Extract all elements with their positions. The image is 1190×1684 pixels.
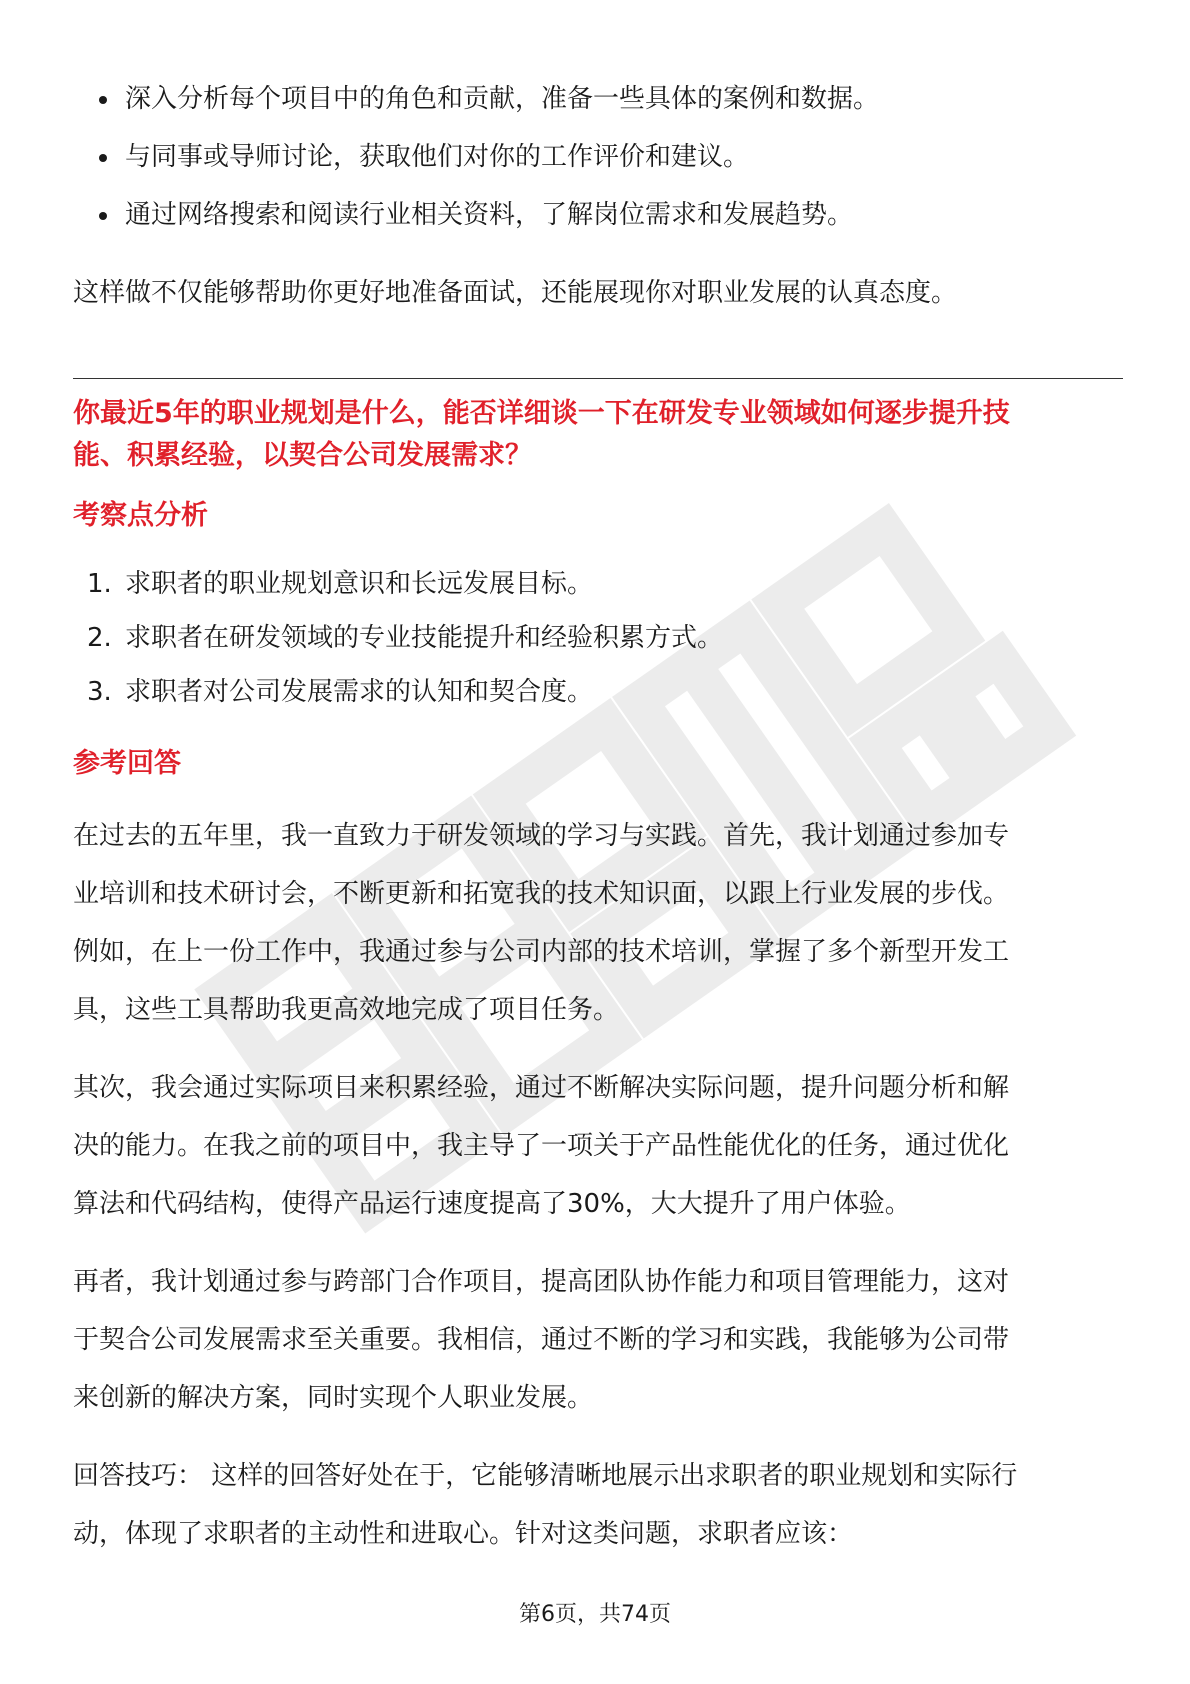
answer-line: 于契合公司发展需求至关重要。我相信，通过不断的学习和实践，我能够为公司带 (73, 1325, 1010, 1355)
closing-paragraph: 这样做不仅能够帮助你更好地准备面试，还能展现你对职业发展的认真态度。 (73, 278, 958, 308)
answer-paragraph (73, 1253, 1123, 1427)
list-item (73, 665, 1123, 719)
answer-line: 回答技巧： 这样的回答好处在于，它能够清晰地展示出求职者的职业规划和实际行 (73, 1461, 1018, 1491)
tips-bullet-list (73, 70, 1123, 244)
answer-line: 算法和代码结构，使得产品运行速度提高了30%，大大提升了用户体验。 (73, 1189, 911, 1219)
answer-paragraph (73, 807, 1123, 1039)
bullet-dot-icon (99, 96, 107, 104)
list-item (73, 70, 1123, 128)
list-item (73, 611, 1123, 665)
reference-heading: 参考回答 (73, 748, 181, 779)
answer-paragraph (73, 1059, 1123, 1233)
analysis-list (73, 557, 1123, 719)
answer-line: 来创新的解决方案，同时实现个人职业发展。 (73, 1383, 594, 1413)
question-line: 你最近5年的职业规划是什么，能否详细谈一下在研发专业领域如何逐步提升技 (73, 398, 1010, 429)
answer-line: 具，这些工具帮助我更高效地完成了项目任务。 (73, 995, 620, 1025)
page-content (73, 70, 1123, 1563)
list-number: 2. (87, 623, 112, 653)
bullet-dot-icon (99, 154, 107, 162)
list-item (73, 128, 1123, 186)
question-title (73, 393, 1123, 477)
list-item-text: 求职者的职业规划意识和长远发展目标。 (125, 569, 594, 599)
list-number: 3. (87, 677, 112, 707)
list-item-text: 与同事或导师讨论，获取他们对你的工作评价和建议。 (125, 142, 750, 172)
question-line: 能、积累经验，以契合公司发展需求？ (73, 440, 532, 471)
answer-line: 业培训和技术研讨会，不断更新和拓宽我的技术知识面，以跟上行业发展的步伐。 (73, 879, 1010, 909)
answer-line: 其次，我会通过实际项目来积累经验，通过不断解决实际问题，提升问题分析和解 (73, 1073, 1010, 1103)
answer-line: 再者，我计划通过参与跨部门合作项目，提高团队协作能力和项目管理能力，这对 (73, 1267, 1010, 1297)
answer-line: 决的能力。在我之前的项目中，我主导了一项关于产品性能优化的任务，通过优化 (73, 1131, 1010, 1161)
list-item-text: 深入分析每个项目中的角色和贡献，准备一些具体的案例和数据。 (125, 84, 880, 114)
answer-line: 例如，在上一份工作中，我通过参与公司内部的技术培训，掌握了多个新型开发工 (73, 937, 1010, 967)
list-item-text: 通过网络搜索和阅读行业相关资料，了解岗位需求和发展趋势。 (125, 200, 854, 230)
list-item-text: 求职者对公司发展需求的认知和契合度。 (125, 677, 594, 707)
page-number-footer: 第6页，共74页 (519, 1602, 671, 1627)
list-item-text: 求职者在研发领域的专业技能提升和经验积累方式。 (125, 623, 724, 653)
section-divider (73, 378, 1123, 379)
answer-line: 在过去的五年里，我一直致力于研发领域的学习与实践。首先，我计划通过参加专 (73, 821, 1010, 851)
bullet-dot-icon (99, 212, 107, 220)
list-item (73, 186, 1123, 244)
answer-tips-paragraph (73, 1447, 1123, 1563)
answer-line: 动，体现了求职者的主动性和进取心。针对这类问题，求职者应该： (73, 1519, 854, 1549)
analysis-heading: 考察点分析 (73, 500, 208, 531)
list-number: 1. (87, 569, 112, 599)
list-item (73, 557, 1123, 611)
